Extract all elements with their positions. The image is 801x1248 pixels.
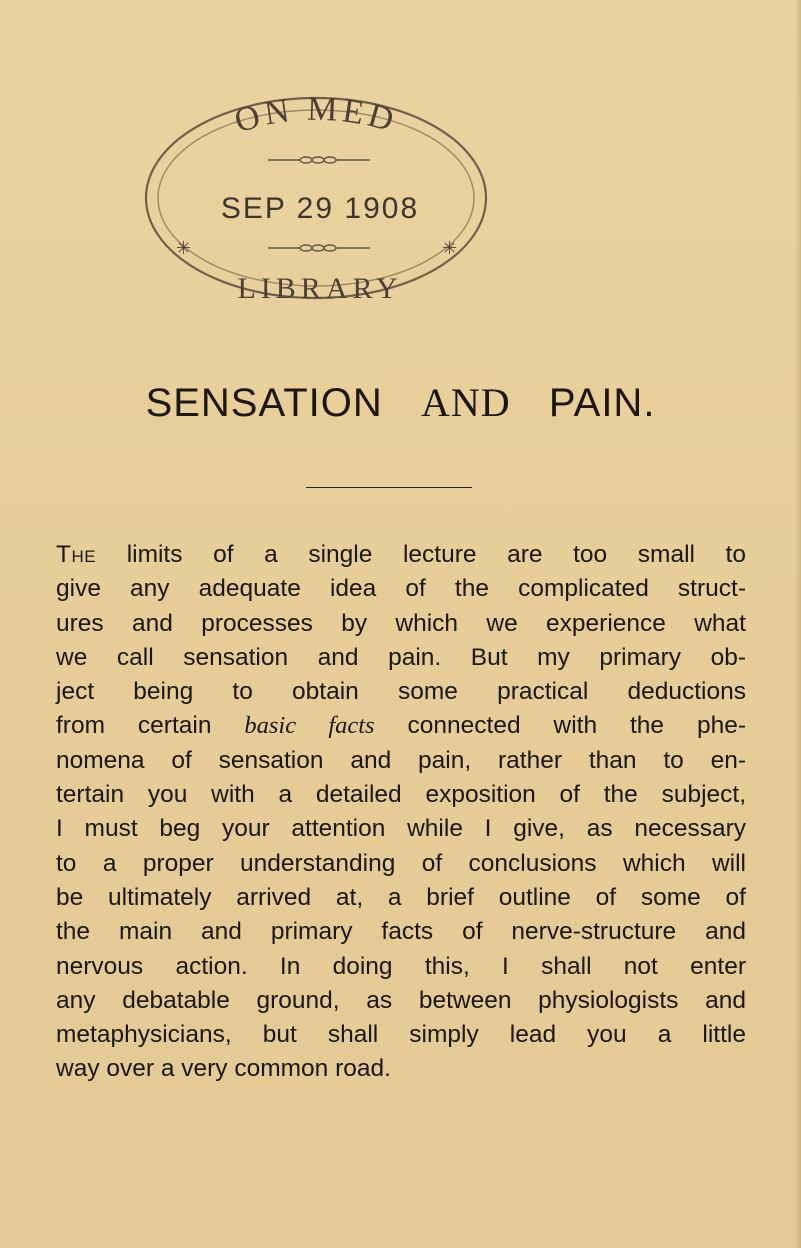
stamp-ornament-bottom [268, 245, 370, 251]
library-stamp [138, 88, 494, 322]
line-text [375, 712, 408, 739]
stamp-date: SEP 29 1908 [220, 192, 420, 225]
stamp-star-right: ✳ [442, 238, 458, 259]
text-line: we call sensation and pain. But my primary ob- [56, 643, 746, 671]
title-rule [306, 487, 472, 488]
line-text: from certain [56, 712, 245, 740]
text-line: ject being to obtain some practical deductions [56, 678, 746, 706]
stamp-ornament-top [268, 157, 370, 163]
text-line: nervous action. In doing this, I shall not enter [56, 952, 746, 980]
stamp-bottom-text: LIBRARY [237, 272, 403, 305]
stamp-top-text: ON MED [230, 90, 402, 141]
text-line: nomena of sensation and pain, rather than to en- [56, 746, 746, 774]
text-line: I must beg your attention while I give, as necessary [56, 815, 746, 843]
page-edge-shadow [795, 0, 801, 1248]
line-text: connected with the phe- [407, 712, 746, 740]
text-line: tertain you with a detailed exposition of the subject, [56, 781, 746, 809]
text-line: any debatable ground, as between physiologists and [56, 986, 746, 1014]
line-text: limits of a single lecture are too small to [96, 541, 746, 568]
opening-word: The [56, 541, 97, 568]
text-line: metaphysicians, but shall simply lead you a little [56, 1021, 746, 1049]
text-line: way over a very common road. [56, 1055, 391, 1083]
title-word-pain: PAIN. [548, 381, 656, 425]
title-word-sensation: SENSATION [145, 381, 383, 425]
text-line: ures and processes by which we experience what [56, 609, 746, 637]
title-word-and: AND [421, 380, 511, 425]
text-line: give any adequate idea of the complicated struct- [56, 575, 746, 603]
text-line: be ultimately arrived at, a brief outline of some of [56, 883, 746, 911]
text-line [56, 709, 746, 743]
text-line: to a proper understanding of conclusions which will [56, 849, 746, 877]
stamp-star-left: ✳ [176, 238, 192, 259]
body-paragraph [56, 538, 746, 1087]
text-line [56, 538, 746, 572]
page-title [0, 380, 801, 426]
italic-phrase: basic facts [244, 712, 375, 740]
text-line: the main and primary facts of nerve-structure and [56, 918, 746, 946]
